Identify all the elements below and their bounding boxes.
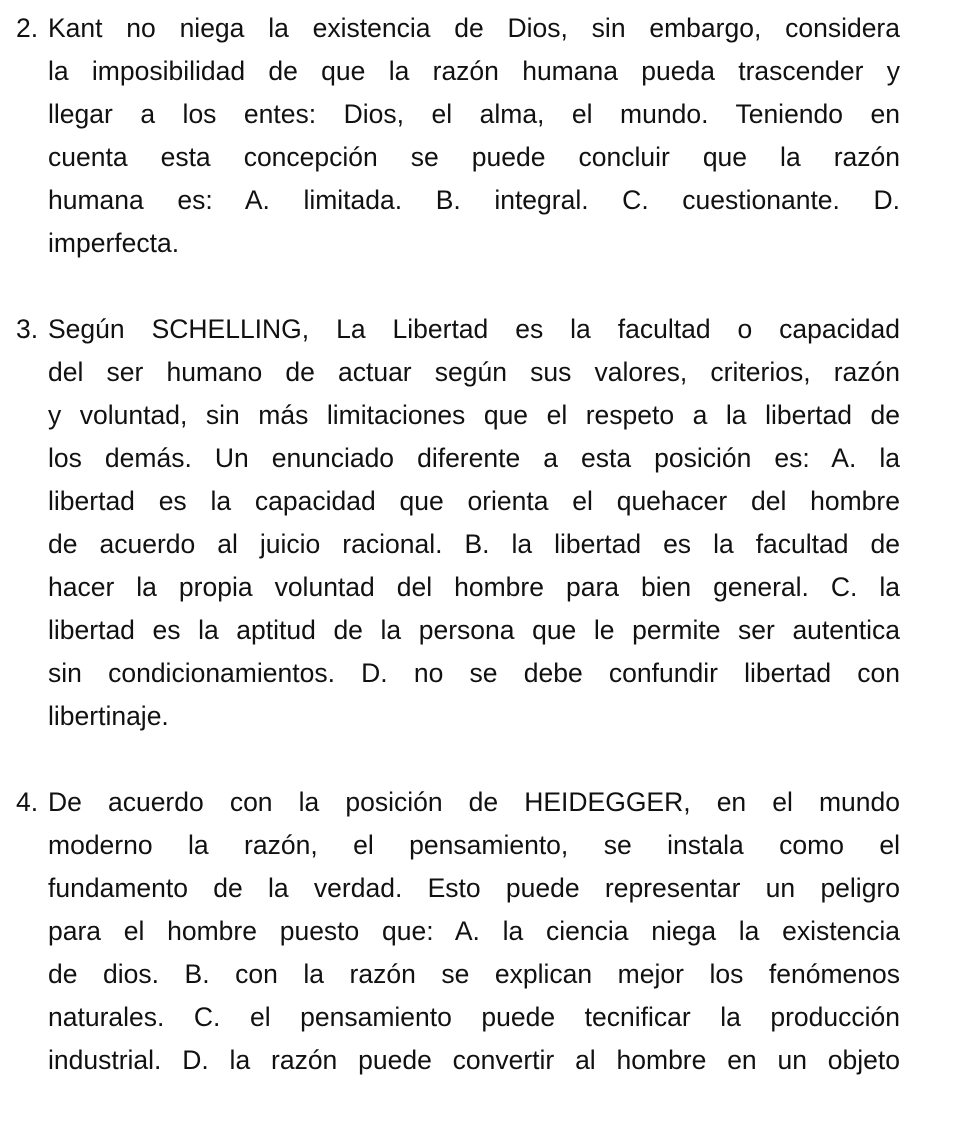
question-text-line: cuenta esta concepción se puede concluir que la razón: [48, 142, 900, 172]
question-text-line: naturales. C. el pensamiento puede tecnificar la producción: [48, 1002, 900, 1032]
question-text-line: sin condicionamientos. D. no se debe confundir libertad con: [48, 658, 900, 688]
question-text-line: de dios. B. con la razón se explican mejor los fenómenos: [48, 959, 900, 989]
question-2: [0, 7, 972, 265]
question-text-line: de acuerdo al juicio racional. B. la libertad es la facultad de: [48, 529, 900, 559]
question-text-line: Kant no niega la existencia de Dios, sin embargo, considera: [48, 13, 900, 43]
question-text-line: llegar a los entes: Dios, el alma, el mundo. Teniendo en: [48, 99, 900, 129]
question-text-line: humana es: A. limitada. B. integral. C. cuestionante. D.: [48, 185, 900, 215]
question-text-line: libertad es la capacidad que orienta el quehacer del hombre: [48, 486, 900, 516]
question-number: 2.: [16, 13, 39, 43]
question-text-line: hacer la propia voluntad del hombre para bien general. C. la: [48, 572, 900, 602]
question-number: 3.: [16, 314, 39, 344]
question-text-line: Según SCHELLING, La Libertad es la facultad o capacidad: [48, 314, 900, 344]
question-text-line: libertad es la aptitud de la persona que le permite ser autentica: [48, 615, 900, 645]
document: [0, 7, 972, 1125]
question-3: [0, 308, 972, 738]
question-text-line: imperfecta.: [48, 228, 180, 258]
question-text-line: libertinaje.: [48, 701, 169, 731]
question-number: 4.: [16, 787, 39, 817]
question-text-line: del ser humano de actuar según sus valores, criterios, razón: [48, 357, 900, 387]
question-text-line: para el hombre puesto que: A. la ciencia niega la existencia: [48, 916, 900, 946]
question-4: [0, 781, 972, 1082]
question-text-line: moderno la razón, el pensamiento, se instala como el: [48, 830, 900, 860]
question-text-line: De acuerdo con la posición de HEIDEGGER, en el mundo: [48, 787, 900, 817]
question-text-line: industrial. D. la razón puede convertir al hombre en un objeto: [48, 1045, 900, 1075]
question-text-line: la imposibilidad de que la razón humana pueda trascender y: [48, 56, 900, 86]
question-text-line: los demás. Un enunciado diferente a esta posición es: A. la: [48, 443, 900, 473]
question-text-line: fundamento de la verdad. Esto puede representar un peligro: [48, 873, 900, 903]
question-text-line: y voluntad, sin más limitaciones que el respeto a la libertad de: [48, 400, 900, 430]
